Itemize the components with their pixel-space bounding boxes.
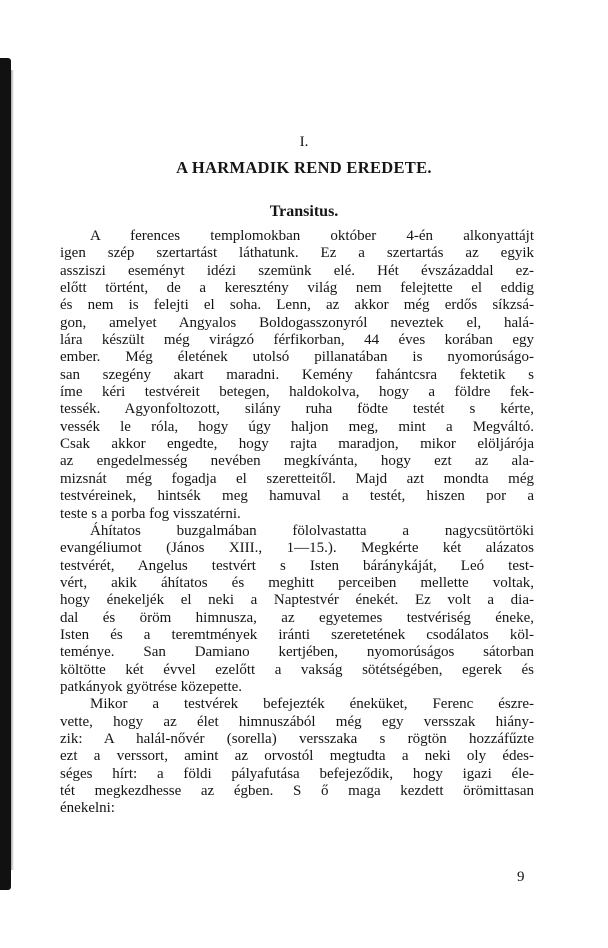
text-line: ember. Még életének utolsó pillanatában is nyomorúságo- (60, 349, 534, 366)
text-line: költötte két évvel ezelőtt a vakság sötétségében, egerek és (60, 661, 534, 678)
paragraph (60, 696, 534, 817)
text-line: az engedelmesség nevében megkívánta, hogy ezt az ala- (60, 453, 534, 470)
text-line: Csak akkor engedte, hogy rajta maradjon, mikor elöljárója (60, 436, 534, 453)
body-text (60, 228, 534, 818)
text-line: hogy énekeljék el neki a Naptestvér énekét. Ez volt a dia- (60, 592, 534, 609)
section-title: Transitus. (269, 203, 339, 220)
chapter-number: I. (299, 134, 309, 150)
text-line: Áhítatos buzgalmában fölolvastatta a nagycsütörtöki (90, 522, 534, 539)
text-line: gon, amelyet Angyalos Boldogasszonyról neveztek el, halá- (60, 314, 534, 331)
text-line: lára készült még virágzó férfikorban, 44 éves korában egy (60, 332, 534, 349)
text-line: dal és öröm himnusza, az egyetemes testvériség éneke, (60, 609, 534, 626)
paragraph (60, 523, 534, 696)
text-line: vette, hogy az élet himnuszából még egy versszak hiány- (60, 713, 534, 730)
text-line: ezt a verssort, amint az orvostól megtudta a neki oly édes- (60, 748, 534, 765)
text-line: előtt történt, de a keresztény világ nem felejtette el eddig (60, 280, 534, 297)
text-line: tét megkezdhesse az égben. S ő maga kezdett örömittasan (60, 783, 534, 799)
text-line: evangéliumot (János XIII., 1—15.). Megkérte két alázatos (60, 540, 534, 557)
text-line: san szegény akart maradni. Kemény fahántcsra fektetik s (60, 366, 534, 383)
text-line: igen szép szertartást láthatunk. Ez a szertartás az egyik (60, 245, 534, 262)
text-line: zik: A halál-nővér (sorella) versszaka s rögtön hozzáfűzte (60, 730, 534, 747)
text-line: A ferences templomokban október 4-én alkonyattájt (90, 228, 534, 244)
page-number: 9 (517, 869, 525, 885)
text-line: vért, akik áhítatos és meghitt perceiben mellette voltak, (60, 574, 534, 591)
book-spine-shadow (0, 58, 11, 890)
text-line: Isten és a teremtmények iránti szeretetének csodálatos köl- (60, 626, 534, 643)
chapter-title: A HARMADIK REND EREDETE. (176, 158, 432, 177)
text-line: séges hírt: a földi pályafutása befejeződik, hogy igazi éle- (60, 765, 534, 782)
text-line: testvérét, Angelus testvért s Isten báránykáját, Leó test- (60, 557, 534, 574)
paragraph (60, 228, 534, 523)
text-line: teste s a porba fog visszatérni. (60, 505, 241, 522)
text-line: mizsnát még fogadja el szeretteitől. Majd azt mondta még (60, 470, 534, 487)
text-line: patkányok gyötrése közepette. (60, 678, 243, 695)
text-line: énekelni: (60, 800, 115, 817)
text-line: íme kéri testvéreit betegen, haldokolva, hogy a földre fek- (60, 384, 534, 401)
text-line: teménye. San Damiano kertjében, nyomorúságos sátorban (60, 644, 534, 661)
text-line: testvéreinek, hintsék meg hamuval a testét, hiszen por a (60, 488, 534, 505)
text-line: vessék le róla, hogy úgy haljon meg, mint a Megváltó. (60, 418, 534, 435)
book-spine-gradient (11, 70, 14, 870)
text-line: assziszi eseményt idézi szemünk elé. Hét évszázaddal ez- (60, 262, 534, 279)
text-line: Mikor a testvérek befejezték éneküket, Ferenc észre- (90, 696, 534, 713)
text-line: és nem is felejti el soha. Lenn, az akkor még erdős síkzsá- (60, 297, 534, 314)
text-line: tessék. Agyonfoltozott, silány ruha födte testét s kérte, (60, 401, 534, 418)
